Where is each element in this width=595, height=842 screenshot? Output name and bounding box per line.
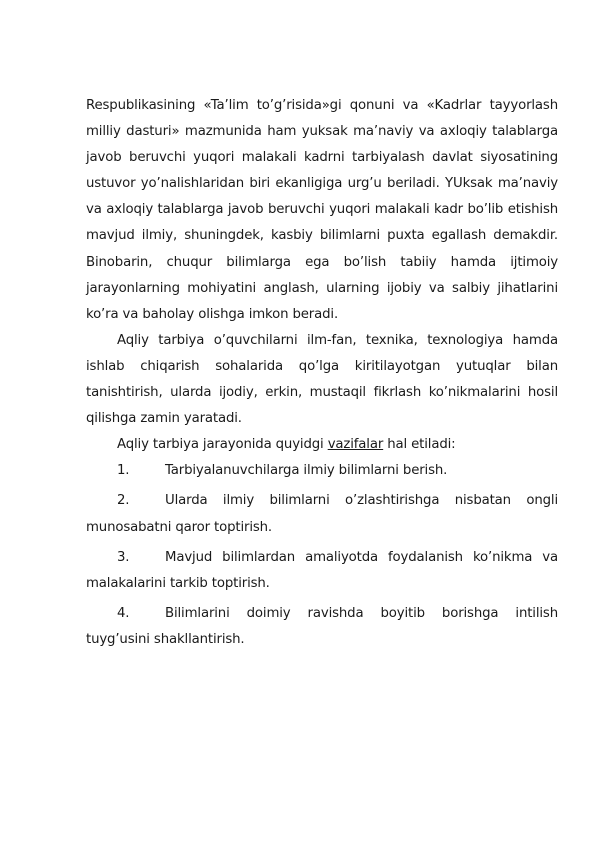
list-item xyxy=(86,458,558,484)
paragraph-aqliy-tarbiya: Aqliy tarbiya o’quvchilarni ilm-fan, texnika, texnologiya hamda ishlab chiqarish sohalarida qo’lga kiritilayotgan yutuqlar bilan tanishtirish, ularda ijodiy, erkin, mustaqil fikrlash ko’nikmalarini hosil qilishga zamin yaratadi. xyxy=(86,332,558,427)
tasks-heading-after: hal etiladi: xyxy=(383,437,456,453)
document-body xyxy=(86,93,558,653)
list-item xyxy=(86,545,558,597)
paragraph-intro: Respublikasining «Ta’lim to’g’risida»gi qonuni va «Kadrlar tayyorlash milliy dasturi» mazmunida ham yuksak ma’naviy va axloqiy talablarga javob beruvchi yuqori malakali kadrni tarbiyalash davlat siyosatining ustuvor yo’nalishlaridan biri ekanligiga urg’u beriladi. YUksak ma’naviy va axloqiy talablarga javob beruvchi yuqori malakali kadr bo’lib etishish mavjud ilmiy, shuningdek, kasbiy bilimlarni puxta egallash demakdir. Binobarin, chuqur bilimlarga ega bo’lish tabiiy hamda ijtimoiy jarayonlarning mohiyatini anglash, ularning ijobiy va salbiy jihatlarini ko’ra va baholay olishga imkon beradi. xyxy=(86,98,558,322)
vazifalar-link[interactable]: vazifalar xyxy=(327,437,384,453)
list-number: 1. xyxy=(117,463,130,479)
list-item xyxy=(86,601,558,653)
paragraph-tasks-heading xyxy=(86,432,558,458)
list-text: Bilimlarini doimiy ravishda boyitib borishga intilish tuyg’usini shakllantirish. xyxy=(86,605,558,647)
list-number: 3. xyxy=(117,549,130,565)
list-text: Ularda ilmiy bilimlarni o’zlashtirishga nisbatan ongli munosabatni qaror toptirish. xyxy=(86,493,558,535)
list-text: Tarbiyalanuvchilarga ilmiy bilimlarni berish. xyxy=(165,463,448,479)
list-item xyxy=(86,488,558,540)
tasks-heading-before: Aqliy tarbiya jarayonida quyidgi xyxy=(117,437,328,453)
list-text: Mavjud bilimlardan amaliyotda foydalanish ko’nikma va malakalarini tarkib toptirish. xyxy=(86,549,558,591)
list-number: 4. xyxy=(117,605,130,621)
list-number: 2. xyxy=(117,493,130,509)
